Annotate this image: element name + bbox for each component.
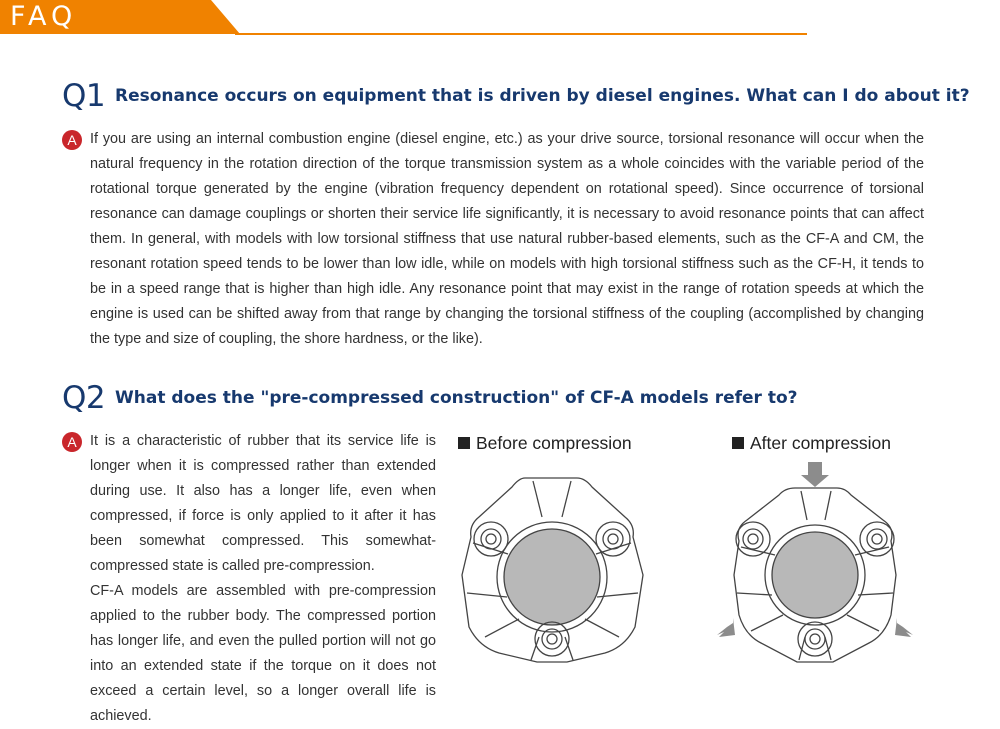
header-divider [235, 33, 807, 35]
q2-question: What does the "pre-compressed construction" of CF-A models refer to? [115, 388, 798, 408]
q2-answer-badge: A [62, 432, 82, 452]
q1-question: Resonance occurs on equipment that is driven by diesel engines. What can I do about it? [115, 86, 970, 106]
q2-number: Q2 [62, 380, 106, 416]
hub-before [504, 529, 600, 625]
q1-answer-badge: A [62, 130, 82, 150]
faq-header-title: FAQ [10, 1, 78, 32]
coupling-after-diagram [734, 488, 896, 662]
arrow-down-icon [801, 462, 829, 487]
q1-number: Q1 [62, 78, 106, 114]
coupling-before-diagram [462, 478, 643, 662]
before-compression-label: Before compression [458, 432, 632, 454]
q2-answer-paragraph-2: CF-A models are assembled with pre-compression applied to the rubber body. The compressed portion has longer life, and even the pulled portion will not go into an extended state if the torque on it does not exceed a certain level, so a longer overall life is achieved. [90, 583, 436, 724]
hub-after [772, 532, 858, 618]
q1-answer-text: If you are using an internal combustion engine (diesel engine, etc.) as your drive source, torsional resonance will occur when the natural frequency in the rotation direction of the torque transmission system as a whole coincides with the variable period of the rotational torque generated by the engine (vibration frequency dependent on rotational speed). Since occurrence of torsional resonance can damage couplings or shorten their service life significantly, it is necessary to avoid resonance points that can affect them. In general, with models with low torsional stiffness that use natural rubber-based elements, such as the CF-A and CM, the resonant rotation speed tends to be lower than low idle, while on models with high torsional stiffness such as the CF-H, it tends to be in a speed range that is higher than high idle. Any resonance point that may exist in the range of rotation speeds at which the engine is used can be shifted away from that range by changing the torsional stiffness of the coupling (accomplished by changing the type and size of coupling, the shore hardness, or the like). [90, 131, 924, 347]
arrow-up-right-icon [717, 618, 735, 637]
arrow-up-left-icon [895, 618, 913, 637]
q2-answer-text [90, 429, 436, 729]
after-compression-label: After compression [732, 432, 891, 454]
compression-diagram [445, 425, 965, 715]
q2-answer-paragraph-1: It is a characteristic of rubber that its service life is longer when it is compressed rather than extended during use. It also has a longer life, even when compressed, if force is only applied to it after it has been somewhat compressed. This somewhat-compressed state is called pre-compression. [90, 433, 436, 574]
